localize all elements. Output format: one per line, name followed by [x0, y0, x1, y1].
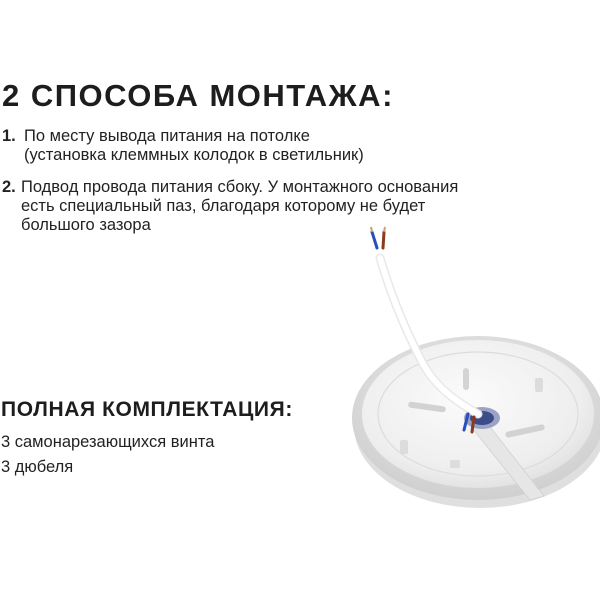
mounting-method-1	[2, 127, 364, 165]
method-text: По месту вывода питания на потолке (установка клеммных колодок в светильник)	[24, 127, 364, 164]
kit-title: ПОЛНАЯ КОМПЛЕКТАЦИЯ:	[1, 398, 293, 421]
mounting-base-image	[340, 218, 600, 518]
method-number: 2.	[2, 178, 16, 196]
page-title: 2 СПОСОБА МОНТАЖА:	[2, 78, 394, 113]
kit-item-screws: 3 самонарезающихся винта	[1, 433, 215, 451]
kit-item-dowels: 3 дюбеля	[1, 458, 74, 476]
method-number: 1.	[2, 127, 16, 145]
method-text: Подвод провода питания сбоку. У монтажного основания есть специальный паз, благодаря которому не будет большого зазора	[21, 178, 459, 234]
